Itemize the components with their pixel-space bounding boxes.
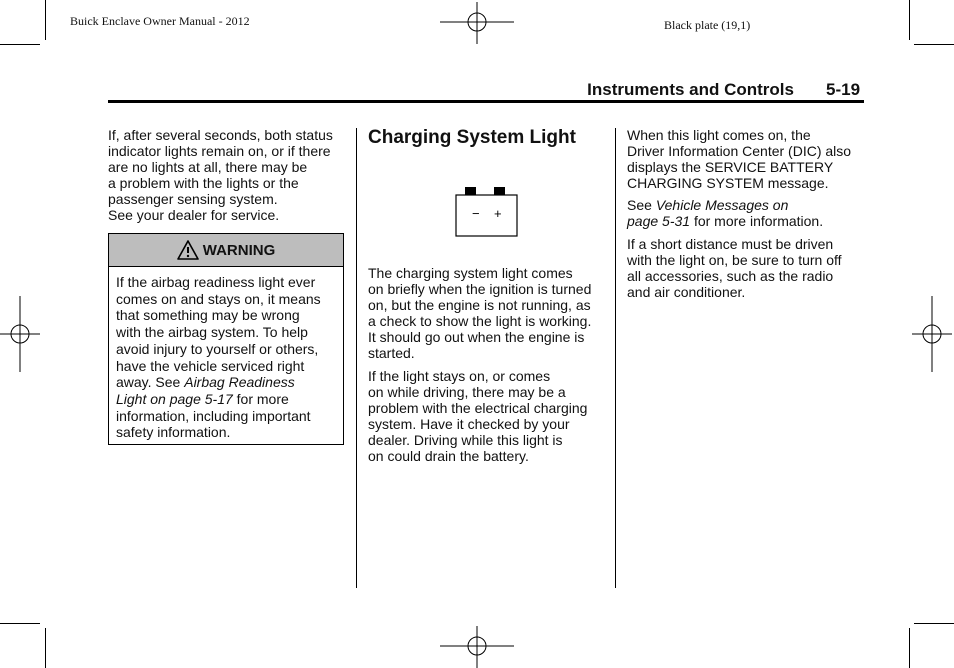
warning-box (108, 233, 344, 445)
text-line: displays the SERVICE BATTERY (627, 159, 834, 176)
paragraph (627, 236, 867, 300)
text-line: started. (368, 345, 415, 362)
text-line (627, 213, 867, 229)
text-line: dealer. Driving while this light is (368, 431, 563, 448)
manual-title: Buick Enclave Owner Manual - 2012 (70, 14, 250, 28)
text-line: comes on and stays on, it means (116, 290, 321, 307)
crop-mark (45, 0, 46, 40)
text-line (627, 197, 867, 213)
middle-column (368, 265, 608, 470)
crop-mark (914, 44, 954, 45)
text-line: all accessories, such as the radio (627, 267, 834, 284)
vehicle-messages-link[interactable]: Vehicle Messages on (655, 197, 789, 214)
right-column (627, 127, 867, 306)
text-fragment: away. See (116, 374, 185, 391)
text-line: If, after several seconds, both status (108, 127, 333, 143)
text-line: It should go out when the engine is (368, 329, 585, 346)
text-line: a problem with the lights or the (108, 175, 299, 192)
paragraph (368, 368, 608, 465)
crop-mark (45, 628, 46, 668)
crop-mark (914, 623, 954, 624)
airbag-readiness-page-link[interactable]: Light on page 5-17 (116, 390, 233, 407)
text-line: have the vehicle serviced right (116, 357, 305, 374)
text-line: are no lights at all, there may be (108, 159, 308, 176)
paragraph (368, 265, 608, 362)
page-number: 5-19 (826, 80, 861, 99)
text-line (116, 391, 336, 408)
warning-triangle-icon (177, 240, 199, 260)
left-column (108, 127, 348, 224)
registration-mark-top (440, 2, 514, 44)
warning-body (109, 267, 343, 441)
text-line: If the airbag readiness light ever (116, 274, 316, 290)
text-line: avoid injury to yourself or others, (116, 340, 319, 357)
text-line: safety information. (116, 424, 231, 441)
crop-mark (909, 628, 910, 668)
text-line: that something may be wrong (116, 307, 300, 324)
text-line: with the light on, be sure to turn off (627, 251, 842, 268)
vehicle-messages-page-link[interactable]: page 5-31 (627, 213, 691, 230)
warning-header (109, 234, 343, 267)
text-line: passenger sensing system. (108, 191, 278, 208)
registration-mark-right (912, 296, 952, 372)
text-fragment: for more information. (690, 213, 824, 230)
registration-mark-left (0, 296, 40, 372)
text-line: with the airbag system. To help (116, 324, 308, 341)
warning-title: WARNING (202, 241, 276, 259)
text-line: on while driving, there may be a (368, 383, 566, 400)
plate-label: Black plate (19,1) (664, 18, 751, 32)
text-line: indicator lights remain on, or if there (108, 143, 331, 160)
text-line: CHARGING SYSTEM message. (627, 175, 829, 192)
text-line: system. Have it checked by your (368, 415, 570, 432)
text-line: When this light comes on, the (627, 127, 811, 143)
crop-mark (909, 0, 910, 40)
airbag-readiness-link[interactable]: Airbag Readiness (184, 374, 295, 391)
column-divider (356, 128, 357, 588)
paragraph (627, 127, 867, 191)
crop-mark (0, 623, 40, 624)
registration-mark-bottom (440, 626, 514, 668)
text-line: If the light stays on, or comes (368, 367, 551, 384)
text-line: See your dealer for service. (108, 207, 280, 224)
text-line: on could drain the battery. (368, 448, 529, 465)
battery-icon (454, 185, 520, 239)
paragraph (627, 197, 867, 229)
text-line: on briefly when the ignition is turned (368, 281, 592, 298)
text-line: If a short distance must be driven (627, 235, 834, 252)
text-fragment: See (627, 197, 656, 214)
crop-mark (0, 44, 40, 45)
text-fragment: for more (232, 390, 289, 407)
text-line: The charging system light comes (368, 265, 573, 281)
text-line: and air conditioner. (627, 283, 746, 300)
text-line (116, 374, 336, 391)
battery-plus-sign: + (494, 206, 502, 221)
text-line: information, including important (116, 407, 311, 424)
column-divider (615, 128, 616, 588)
text-line: Driver Information Center (DIC) also (627, 143, 852, 160)
intro-paragraph (108, 127, 348, 224)
header-rule (108, 100, 864, 103)
text-line: problem with the electrical charging (368, 399, 588, 416)
text-line: on, but the engine is not running, as (368, 297, 591, 314)
battery-minus-sign: − (472, 206, 480, 221)
text-line: a check to show the light is working. (368, 313, 592, 330)
section-title: Instruments and Controls (587, 80, 794, 99)
section-heading: Charging System Light (368, 127, 576, 148)
